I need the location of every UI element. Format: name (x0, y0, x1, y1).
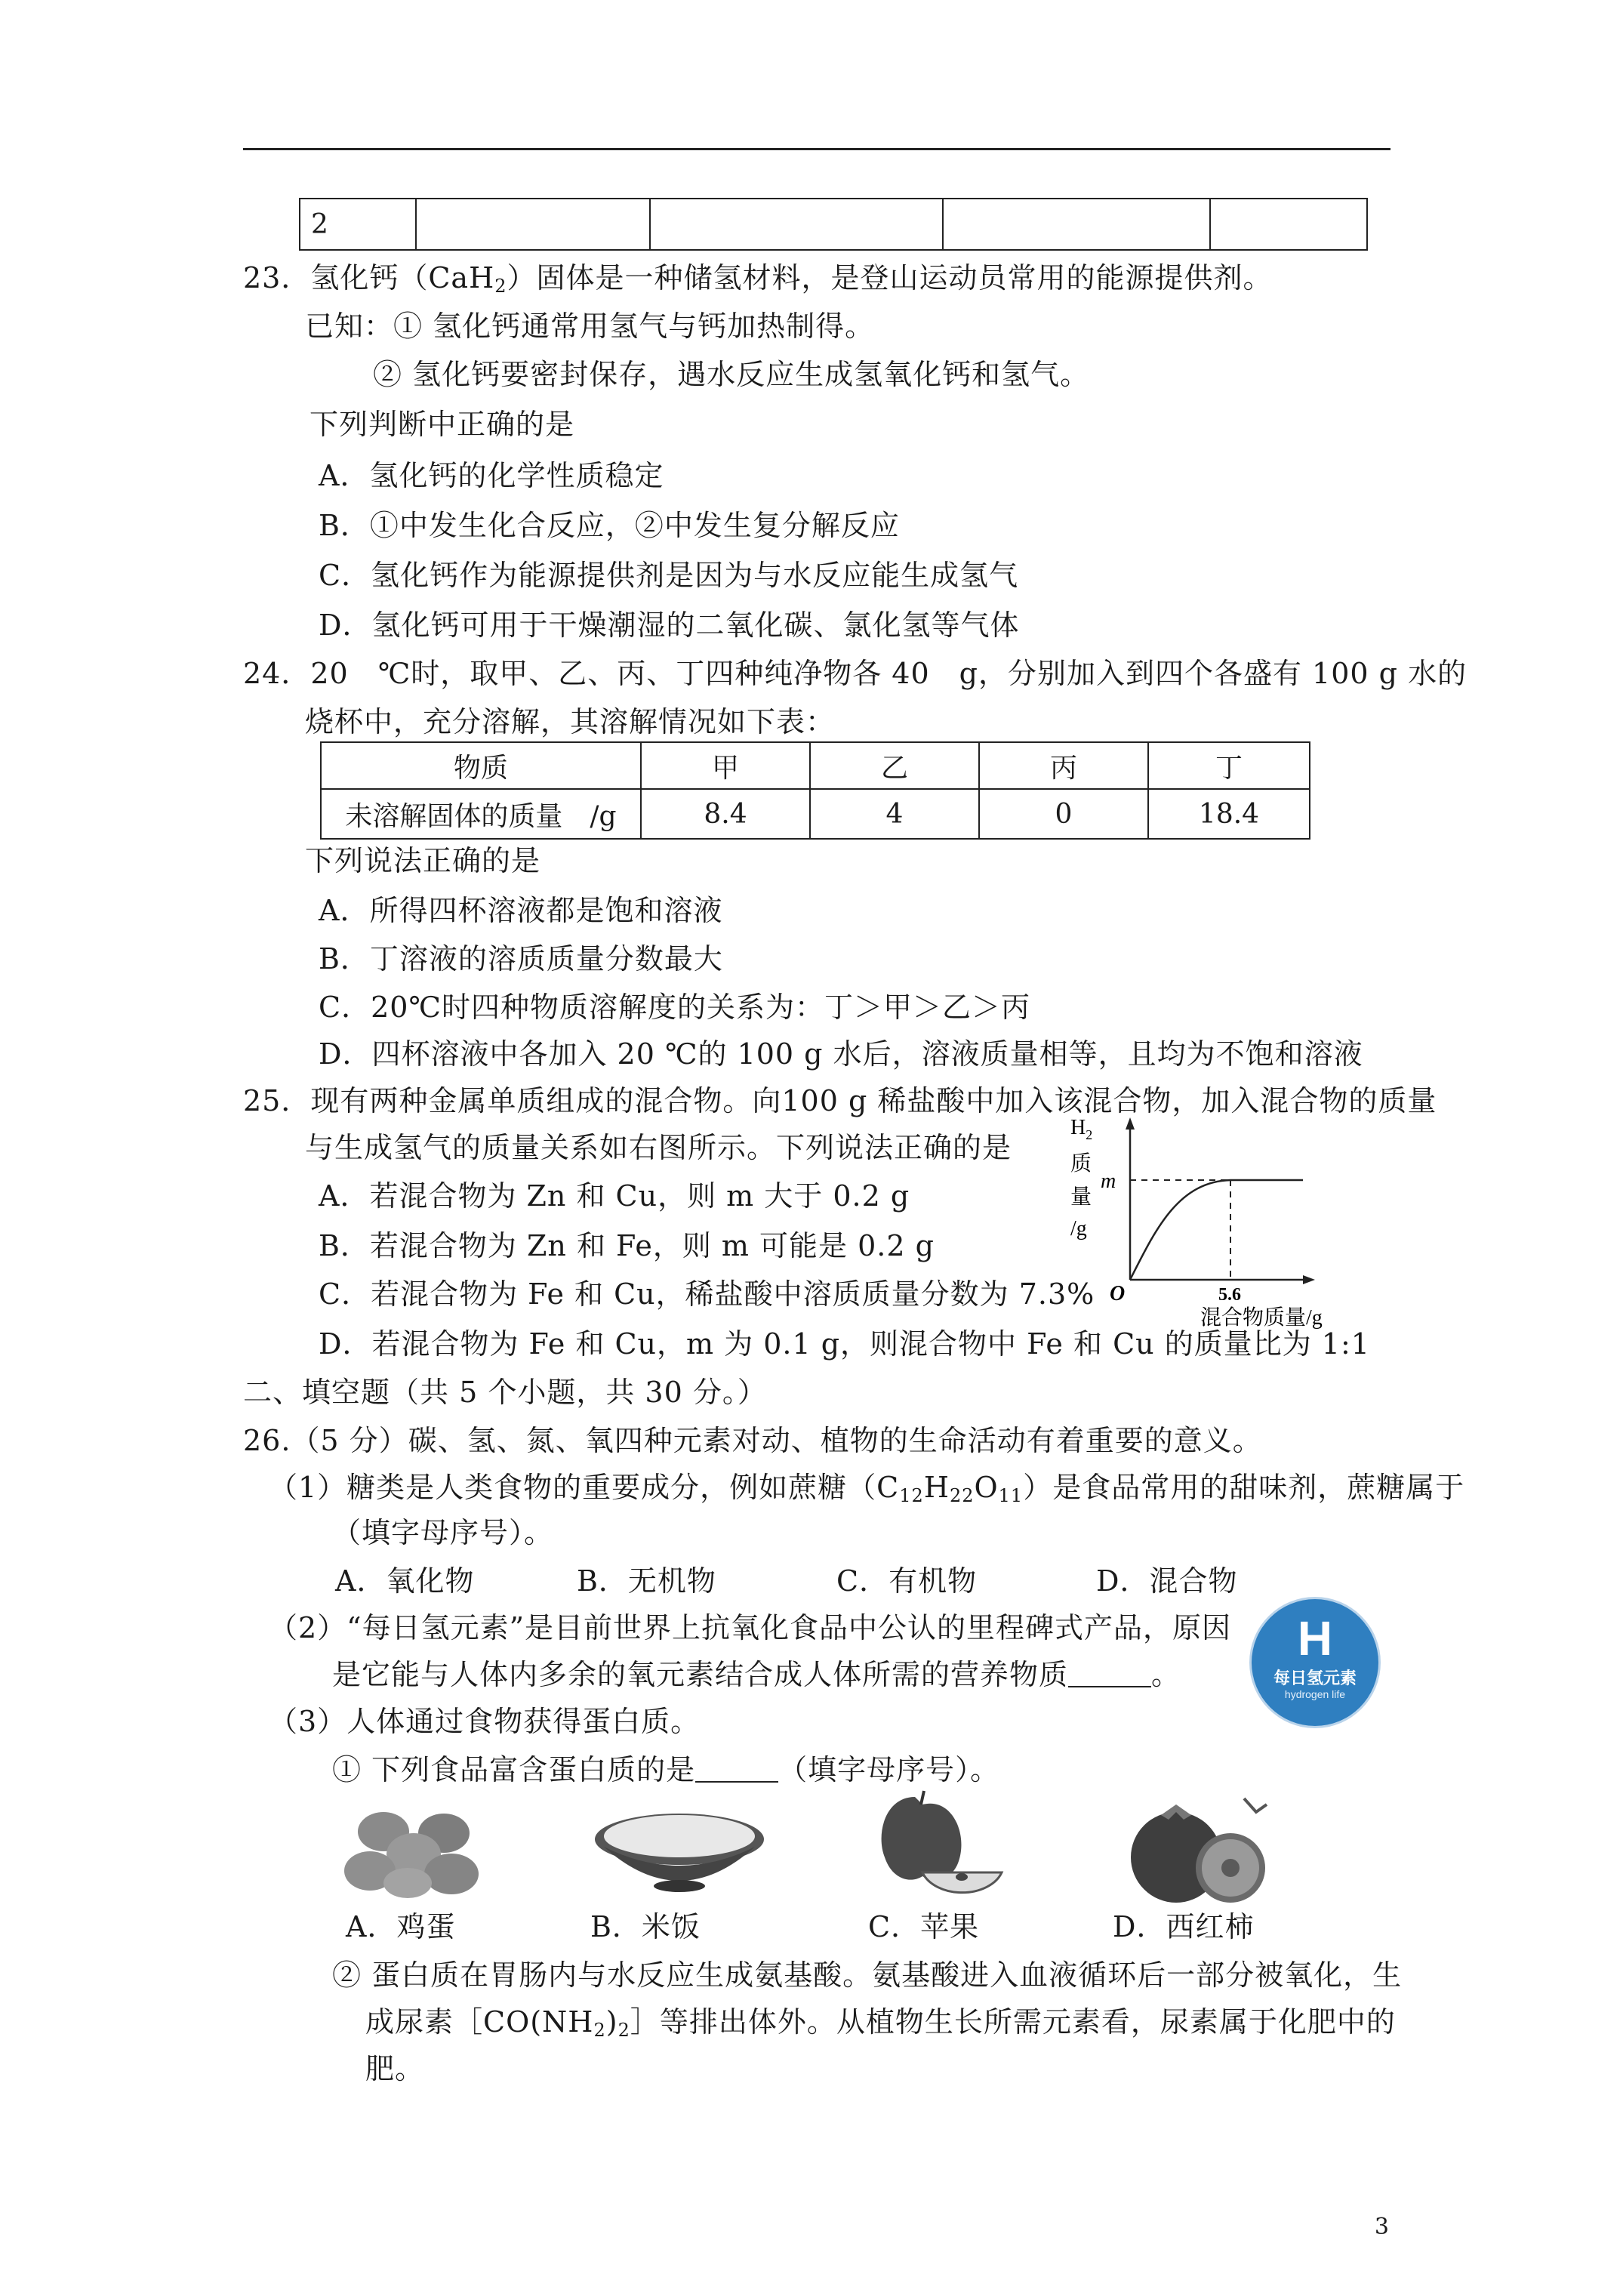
apple-image (870, 1789, 1006, 1910)
q23-option-c: C．氢化钙作为能源提供剂是因为与水反应能生成氢气 (319, 559, 1019, 592)
y-label-3: /g (1070, 1217, 1087, 1240)
page-number: 3 (1374, 2214, 1389, 2240)
y-label-1: 质 (1070, 1152, 1092, 1176)
header-rule (243, 148, 1390, 150)
table-cell: 未溶解固体的质量 /g (321, 789, 641, 839)
q26-p1-line1: （1）糖类是人类食物的重要成分，例如蔗糖$(C_{12}H_{22}O_{11})$是食品常用的甜味剂，蔗糖属于 (269, 1471, 1465, 1506)
q25-option-d: D．若混合物为 Fe 和 Cu，m 为 0.1 g，则混合物中 Fe 和 Cu 的质量比为 1:1 (319, 1327, 1370, 1361)
y-label-h: $H_2$ (1070, 1116, 1093, 1142)
q26-p3-q2-line2: 成尿素$[CO(NH_2)_2]$等排出体外。从植物生长所需元素看，尿素属于化肥中的 (365, 2005, 1396, 2041)
q24-option-d: D．四杯溶液中各加入 20 ℃的 100 g 水后，溶液质量相等，且均为不饱和溶液 (319, 1037, 1363, 1071)
q23-known1: 已知：① 氢化钙通常用氢气与钙加热制得。 (305, 310, 875, 343)
q25-option-c: C．若混合物为 Fe 和 Cu，稀盐酸中溶质质量分数为 7.3% (319, 1277, 1095, 1311)
q24-option-b: B．丁溶液的溶质质量分数最大 (319, 942, 723, 975)
hydrogen-life-logo (1252, 1599, 1378, 1726)
q23-option-b: B．①中发生化合反应，②中发生复分解反应 (319, 509, 900, 542)
q26-p2-line1: （2）“每日氢元素”是目前世界上抗氧化食品中公认的里程碑式产品，原因 (269, 1611, 1232, 1644)
table-header-cell: 甲 (641, 742, 810, 789)
x-tick-label: 5.6 (1218, 1285, 1241, 1305)
tomato-image (1123, 1789, 1274, 1910)
table-header-cell: 乙 (810, 742, 979, 789)
table-cell: 0 (979, 789, 1148, 839)
q26-p1-line2: （填字母序号）。 (332, 1516, 554, 1549)
origin-label: O (1110, 1282, 1126, 1305)
q23-prompt: 下列判断中正确的是 (310, 408, 575, 441)
logo-text: 每日氢元素 (1273, 1669, 1357, 1688)
q23-title: 23．氢化钙（CaH$_2$）固体是一种储氢材料，是登山运动员常用的能源提供剂。 (243, 261, 1273, 297)
table-cell (943, 199, 1210, 250)
table-cell (1210, 199, 1367, 250)
rice-bowl-image (589, 1801, 770, 1900)
q23-option-d: D．氢化钙可用于干燥潮湿的二氧化碳、氯化氢等气体 (319, 609, 1020, 642)
m-label: m (1101, 1170, 1116, 1193)
table-cell: 8.4 (641, 789, 810, 839)
q24-line2: 烧杯中，充分溶解，其溶解情况如下表： (305, 705, 836, 738)
food-label-a: A．鸡蛋 (346, 1910, 456, 1943)
q26-p1-option-d: D．混合物 (1096, 1564, 1238, 1598)
q26-p1-option-a: A．氧化物 (335, 1564, 475, 1598)
table-cell: 18.4 (1148, 789, 1310, 839)
q24-prompt: 下列说法正确的是 (305, 844, 541, 877)
logo-subtext: hydrogen life (1284, 1688, 1346, 1700)
table-cell: 2 (300, 199, 416, 250)
q25-line2: 与生成氢气的质量关系如右图所示。下列说法正确的是 (305, 1131, 1012, 1164)
table-header-cell: 物质 (321, 742, 641, 789)
hydrogen-mass-graph (1064, 1110, 1351, 1336)
table-cell (650, 199, 943, 250)
table-header-cell: 丁 (1148, 742, 1310, 789)
food-label-c: C．苹果 (868, 1910, 980, 1943)
q26-intro: 26.（5 分）碳、氢、氮、氧四种元素对动、植物的生命活动有着重要的意义。 (243, 1424, 1262, 1457)
q25-option-a: A．若混合物为 Zn 和 Cu，则 m 大于 0.2 g (319, 1179, 910, 1213)
q25-line1: 25．现有两种金属单质组成的混合物。向100 g 稀盐酸中加入该混合物，加入混合物的质量 (243, 1084, 1437, 1117)
x-axis-label: 混合物质量/g (1200, 1306, 1323, 1330)
q23-known2: ② 氢化钙要密封保存，遇水反应生成氢氧化钙和氢气。 (373, 358, 1090, 391)
answer-blank[interactable] (1068, 1659, 1151, 1687)
q23-option-a: A．氢化钙的化学性质稳定 (319, 459, 664, 492)
eggs-image (338, 1801, 489, 1900)
table-cell (416, 199, 650, 250)
h-icon: H (1297, 1611, 1333, 1666)
q26-p1-option-c: C．有机物 (836, 1564, 978, 1598)
q24-line1: 24．20 ℃时，取甲、乙、丙、丁四种纯净物各 40 g，分别加入到四个各盛有 100 g 水的 (243, 657, 1467, 690)
answer-blank[interactable] (695, 1754, 778, 1783)
q26-p3-q1: ① 下列食品富含蛋白质的是 （填字母序号）。 (332, 1753, 1000, 1786)
food-label-d: D．西红柿 (1113, 1910, 1255, 1943)
food-label-b: B．米饭 (590, 1910, 701, 1943)
table-header-cell: 丙 (979, 742, 1148, 789)
continued-table (299, 198, 1368, 251)
x-axis-arrow (1303, 1275, 1315, 1284)
section-title: 二、填空题（共 5 个小题，共 30 分。） (243, 1376, 767, 1409)
hydrogen-curve (1130, 1180, 1303, 1280)
q24-option-a: A．所得四杯溶液都是饱和溶液 (319, 894, 723, 927)
q24-option-c: C．20℃时四种物质溶解度的关系为：丁＞甲＞乙＞丙 (319, 991, 1030, 1024)
y-label-2: 量 (1070, 1185, 1092, 1209)
solubility-table (320, 741, 1310, 840)
y-axis-arrow (1126, 1117, 1135, 1130)
q26-p3-q2-line1: ② 蛋白质在胃肠内与水反应生成氨基酸。氨基酸进入血液循环后一部分被氧化，生 (332, 1959, 1403, 1992)
q26-p1-option-b: B．无机物 (577, 1564, 716, 1598)
q26-p2-line2: 是它能与人体内多余的氧元素结合成人体所需的营养物质 。 (332, 1658, 1181, 1691)
q26-p3-q2-line3: 肥。 (365, 2052, 425, 2085)
table-cell: 4 (810, 789, 979, 839)
q26-p3: （3）人体通过食物获得蛋白质。 (269, 1705, 701, 1738)
q25-option-b: B．若混合物为 Zn 和 Fe，则 m 可能是 0.2 g (319, 1229, 935, 1262)
